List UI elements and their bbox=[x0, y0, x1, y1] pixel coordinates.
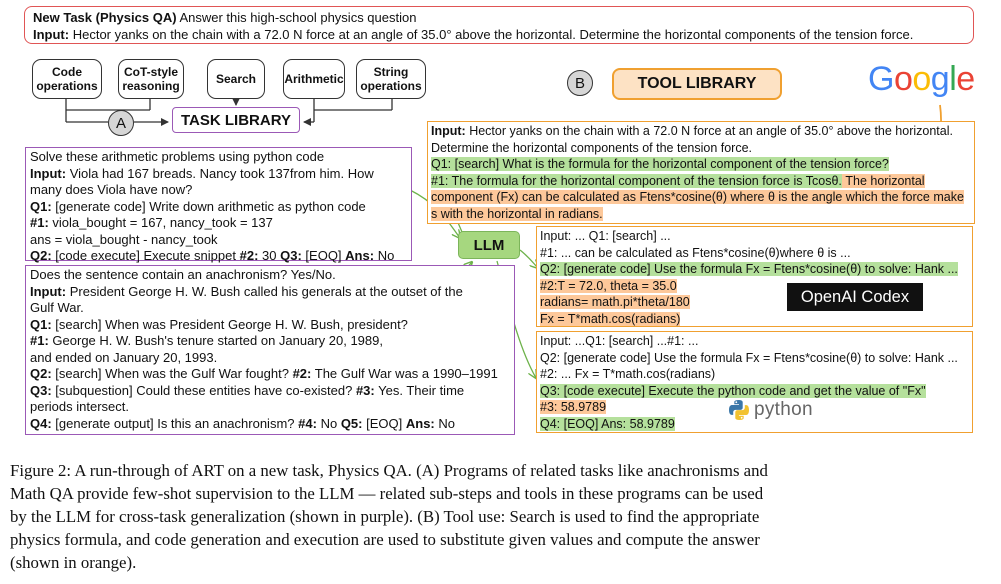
llm-node: LLM bbox=[458, 231, 520, 259]
anach-a2-text: The Gulf War was a 1990–1991 bbox=[314, 366, 498, 381]
arith-a1-text: viola_bought = 167, nancy_took = 137 bbox=[52, 215, 273, 230]
arith-a1-cont: ans = viola_bought - nancy_took bbox=[30, 231, 218, 247]
arith-q2-label: Q2: bbox=[30, 248, 52, 263]
exec-l2: Q2: [generate code] Use the formula Fx = Ftens*cosine(θ) to solve: Hank ... bbox=[540, 350, 958, 365]
arith-a2-label: #2: bbox=[239, 248, 259, 263]
anach-q2-label: Q2: bbox=[30, 366, 52, 381]
arith-q2-text: [code execute] Execute snippet bbox=[55, 248, 236, 263]
caption-l1: Figure 2: A run-through of ART on a new task, Physics QA. (A) Programs of related tasks like anachronisms and bbox=[10, 461, 768, 480]
search-q1: Q1: [search] What is the formula for the horizontal component of the tension force? bbox=[431, 157, 889, 171]
anach-q1-label: Q1: bbox=[30, 316, 52, 332]
exec-a3: #3: 58.9789 bbox=[540, 400, 607, 414]
task-library-label: TASK LIBRARY bbox=[172, 107, 300, 133]
arith-input-l1: Viola had 167 breads. Nancy took 137from him. How bbox=[69, 165, 374, 181]
caption-l2: Math QA provide few-shot supervision to the LLM — related sub-steps and tools in these programs can be used bbox=[10, 484, 764, 503]
arith-a2-text: 30 bbox=[262, 248, 277, 263]
google-letter-g: G bbox=[868, 60, 894, 98]
anach-q5-label: Q5: bbox=[340, 415, 363, 431]
anach-q4-label: Q4: bbox=[30, 415, 52, 431]
arith-q1-label: Q1: bbox=[30, 198, 52, 214]
google-letter-o2: o bbox=[912, 60, 931, 98]
anach-input-l2: Gulf War. bbox=[30, 300, 84, 315]
anach-q2-text: [search] When was the Gulf War fought? bbox=[55, 366, 289, 381]
codegen-step-box bbox=[536, 226, 973, 327]
search-step-box bbox=[427, 121, 975, 224]
anach-ans-label: Ans: bbox=[405, 415, 435, 431]
anach-ans-text: No bbox=[438, 415, 455, 431]
anach-a4-label: #4: bbox=[298, 415, 317, 431]
python-logo bbox=[728, 397, 813, 423]
tool-search-label: Search bbox=[215, 72, 257, 86]
codegen-c3: Fx = T*math.cos(radians) bbox=[540, 311, 681, 326]
exec-l1: Input: ...Q1: [search] ...#1: ... bbox=[540, 334, 699, 348]
search-a1-orange1: The horizontal bbox=[845, 173, 925, 188]
google-letter-o1: o bbox=[893, 60, 913, 98]
arith-q3-text: [EOQ] bbox=[305, 248, 342, 263]
anach-a1-label: #1: bbox=[30, 333, 49, 348]
google-letter-g2: g bbox=[930, 60, 950, 98]
anach-a2-label: #2: bbox=[292, 366, 312, 381]
anach-q5-text: [EOQ] bbox=[366, 415, 403, 431]
arith-input-l2: many does Viola have now? bbox=[30, 182, 193, 197]
caption-l3: by the LLM for cross-task generalization (shown in purple). (B) Tool use: Search is used to find the appropriate bbox=[10, 507, 760, 526]
anach-q3-text: [subquestion] Could these entities have co-existed? bbox=[55, 382, 353, 398]
anach-a3-label: #3: bbox=[355, 382, 375, 398]
tool-code-operations-l1: Code bbox=[52, 65, 82, 79]
tool-search bbox=[207, 59, 265, 99]
anach-a1-l2: and ended on January 20, 1993. bbox=[30, 349, 218, 365]
python-word: python bbox=[754, 399, 813, 420]
exec-q3: Q3: [code execute] Execute the python code and get the value of "Fx" bbox=[540, 383, 926, 398]
tool-cot-reasoning bbox=[118, 59, 184, 99]
arith-intro: Solve these arithmetic problems using python code bbox=[30, 149, 325, 164]
tool-code-operations-l2: operations bbox=[36, 79, 98, 93]
arith-a1-label: #1: bbox=[30, 215, 49, 230]
openai-codex-label: OpenAI Codex bbox=[787, 283, 923, 311]
arith-input-label: Input: bbox=[30, 165, 67, 181]
tool-string-operations-l2: operations bbox=[360, 79, 422, 93]
anach-input-l1: President George H. W. Bush called his generals at the outset of the bbox=[69, 283, 463, 299]
search-a1-orange3: s with the horizontal in radians. bbox=[431, 206, 603, 221]
caption-l5: (shown in orange). bbox=[10, 553, 137, 572]
arith-q1-text: [generate code] Write down arithmetic as python code bbox=[55, 198, 366, 214]
google-logo bbox=[868, 60, 975, 99]
anach-q3-label: Q3: bbox=[30, 382, 52, 398]
tool-cot-reasoning-l2: reasoning bbox=[122, 79, 180, 93]
tool-arithmetic-label: Arithmetic bbox=[284, 72, 344, 86]
tool-arithmetic bbox=[283, 59, 345, 99]
tool-string-operations bbox=[356, 59, 426, 99]
codegen-c1: #2:T = 72.0, theta = 35.0 bbox=[540, 278, 677, 293]
new-task-heading: New Task (Physics QA) bbox=[33, 10, 177, 25]
circle-a: A bbox=[108, 110, 134, 136]
caption-l4: physics formula, and code generation and execution are used to substitute given values and compute the answer bbox=[10, 530, 760, 549]
search-a1-green: #1: The formula for the horizontal component of the tension force is Tcosθ. bbox=[431, 173, 842, 188]
anach-input-label: Input: bbox=[30, 283, 67, 299]
codegen-l1: Input: ... Q1: [search] ... bbox=[540, 229, 671, 243]
tool-library-label: TOOL LIBRARY bbox=[612, 68, 782, 100]
codegen-q2: Q2: [generate code] Use the formula Fx = Ftens*cosine(θ) to solve: Hank ... bbox=[540, 262, 958, 276]
anach-intro: Does the sentence contain an anachronism? Yes/No. bbox=[30, 267, 336, 282]
anach-a3-l1: Yes. Their time bbox=[378, 382, 465, 398]
anach-a1-l1: George H. W. Bush's tenure started on January 20, 1989, bbox=[52, 333, 383, 348]
figure-caption bbox=[10, 459, 995, 574]
tool-string-operations-l1: String bbox=[373, 65, 409, 79]
codegen-l2: #1: ... can be calculated as Ftens*cosine(θ)where θ is ... bbox=[540, 245, 851, 260]
google-letter-l: l bbox=[949, 60, 957, 98]
python-icon bbox=[728, 399, 750, 421]
new-task-input-text: Hector yanks on the chain with a 72.0 N force at an angle of 35.0° above the horizontal. Determine the horizontal components of the tension force. bbox=[72, 27, 914, 42]
anach-q4-text: [generate output] Is this an anachronism? bbox=[55, 415, 295, 431]
exec-l3: #2: ... Fx = T*math.cos(radians) bbox=[540, 367, 716, 381]
codegen-c2: radians= math.pi*theta/180 bbox=[540, 295, 690, 309]
new-task-input-label: Input: bbox=[33, 27, 70, 42]
google-letter-e: e bbox=[956, 60, 975, 98]
search-input-l1: Hector yanks on the chain with a 72.0 N force at an angle of 35.0° above the horizontal. bbox=[469, 124, 953, 138]
arith-ans-text: No bbox=[377, 248, 395, 263]
circle-b: B bbox=[567, 70, 593, 96]
exec-q4: Q4: [EOQ] Ans: 58.9789 bbox=[540, 416, 675, 431]
tool-cot-reasoning-l1: CoT-style bbox=[123, 65, 178, 79]
new-task-box bbox=[24, 6, 974, 44]
anach-a3-l2: periods intersect. bbox=[30, 399, 129, 414]
anachronism-program-box bbox=[25, 265, 515, 435]
search-input-label: Input: bbox=[431, 124, 466, 138]
arith-ans-label: Ans: bbox=[345, 248, 375, 263]
anach-a4-text: No bbox=[320, 415, 338, 431]
anach-q1-text: [search] When was President George H. W. Bush, president? bbox=[55, 316, 408, 332]
new-task-instruction: Answer this high-school physics question bbox=[179, 10, 417, 25]
tool-code-operations bbox=[32, 59, 102, 99]
arith-q3-label: Q3: bbox=[280, 248, 302, 263]
search-a1-orange2: component (Fx) can be calculated as Ftens*cosine(θ) where θ is the angle which the force make bbox=[431, 190, 964, 204]
search-input-l2: Determine the horizontal components of the tension force. bbox=[431, 140, 753, 155]
arithmetic-program-box bbox=[25, 147, 412, 261]
